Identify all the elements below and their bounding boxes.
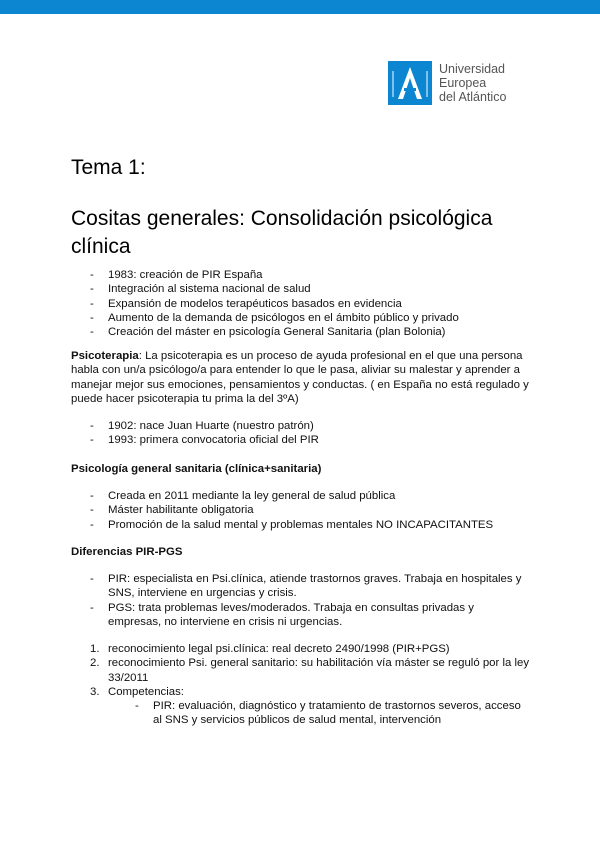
- logo-line-3: del Atlántico: [439, 90, 507, 104]
- item-number: 2.: [90, 657, 100, 670]
- pgs-list: [90, 489, 530, 532]
- list-item: - PGS: trata problemas leves/moderados. Trabaja en consultas privadas y empresas, no interviene en crisis ni urgencias.: [90, 601, 530, 630]
- item-text: reconocimiento legal psi.clínica: real decreto 2490/1998 (PIR+PGS): [108, 643, 450, 655]
- topic-number: Tema 1:: [71, 156, 146, 179]
- item-number: 3.: [90, 685, 100, 698]
- list-item: - Creada en 2011 mediante la ley general de salud pública: [90, 489, 530, 503]
- top-accent-bar: [0, 0, 600, 14]
- logo-line-1: Universidad: [439, 62, 506, 76]
- list-item: - Promoción de la salud mental y problemas mentales NO INCAPACITANTES: [90, 518, 530, 532]
- dates-list: [90, 419, 530, 448]
- numbered-list: [90, 642, 530, 728]
- list-item: - Creación del máster en psicología General Sanitaria (plan Bolonia): [90, 325, 530, 339]
- numbered-item: [90, 642, 530, 656]
- list-item: - Aumento de la demanda de psicólogos en el ámbito público y privado: [90, 311, 530, 325]
- psicoterapia-paragraph: [71, 349, 531, 406]
- university-logo: [388, 61, 538, 105]
- list-item: - 1902: nace Juan Huarte (nuestro patrón): [90, 419, 530, 433]
- item-text: Competencias:: [108, 685, 184, 698]
- list-item: - 1993: primera convocatoria oficial del PIR: [90, 433, 530, 447]
- differences-heading: Diferencias PIR-PGS: [71, 546, 183, 558]
- item-number: 1.: [90, 643, 100, 655]
- psicoterapia-text: : La psicoterapia es un proceso de ayuda profesional en el que una persona habla con un/a psicólogo/a para entender lo que le pasa, aliviar su malestar y aprender a manejar mejor sus emociones, pensamientos y conductas. ( en España no está regulado y puede hacer psicoterapia tu prima la del 3ºA): [71, 350, 529, 405]
- list-item: - 1983: creación de PIR España: [90, 268, 530, 282]
- competencias-sublist: [108, 699, 530, 728]
- logo-text: [439, 62, 506, 104]
- list-item: - Expansión de modelos terapéuticos basados en evidencia: [90, 297, 530, 311]
- numbered-item: [90, 685, 530, 728]
- page-title: Cositas generales: Consolidación psicológica clínica: [71, 207, 493, 258]
- history-list: [90, 268, 530, 339]
- logo-line-2: Europea: [439, 76, 487, 90]
- list-item: - Integración al sistema nacional de salud: [90, 282, 530, 296]
- pgs-heading: Psicología general sanitaria (clínica+sanitaria): [71, 463, 322, 475]
- logo-emblem-icon: [388, 61, 432, 105]
- list-item: - PIR: especialista en Psi.clínica, atiende trastornos graves. Trabaja en hospitales y SNS, interviene en urgencias y crisis.: [90, 572, 530, 601]
- item-text: reconocimiento Psi. general sanitario: su habilitación vía máster se reguló por la ley 33/2011: [108, 657, 530, 684]
- numbered-item: [90, 656, 530, 685]
- sublist-item: - PIR: evaluación, diagnóstico y tratamiento de trastornos severos, acceso al SNS y servicios públicos de salud mental, intervención: [135, 699, 530, 728]
- differences-list: [90, 572, 530, 629]
- list-item: - Máster habilitante obligatoria: [90, 503, 530, 517]
- psicoterapia-term: Psicoterapia: [71, 350, 139, 362]
